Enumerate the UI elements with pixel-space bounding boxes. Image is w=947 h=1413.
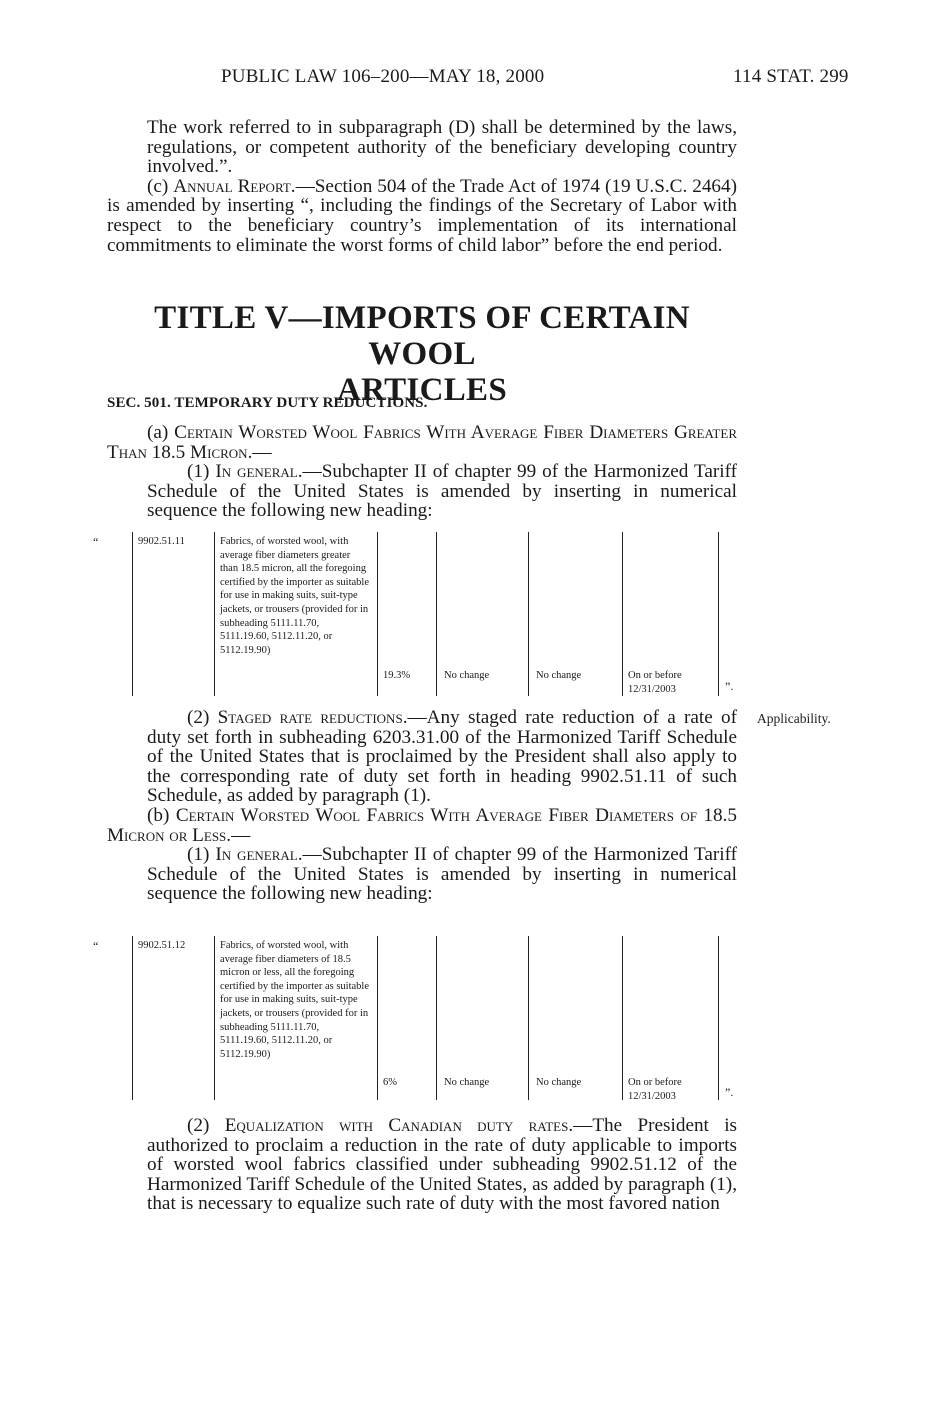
paragraph-text: .—Subchapter II of chapter 99 of the Harmonized Tariff Schedule of the United States is amended by inserting in numerical sequence the following new heading: [147, 461, 737, 522]
title-line-2: ARTICLES [337, 372, 507, 408]
subsection-b-paragraph-2-block [107, 1116, 737, 1214]
title-line-1: TITLE V—IMPORTS OF CERTAIN WOOL [154, 300, 690, 372]
subsection-c-heading: Annual Report [173, 175, 291, 197]
paragraph-text: .—Any staged rate reduction of a rate of duty set forth in subheading 6203.31.00 of the Harmonized Tariff Schedule of the United States that is proclaimed by the President shall also apply to the corresponding rate of duty set forth in heading 9902.51.11 of such Schedule, as added by paragraph (1). [147, 707, 738, 807]
paragraph-label: (2) [187, 1115, 225, 1136]
tariff-article-description: Fabrics, of worsted wool, with average fiber diameters of 18.5 micron or less, all the foregoing certified by the importer as suitable for use in making suits, suit-type jackets, or trousers (provided for in subheading 5111.11.70, 5111.19.60, 5112.11.20, or 5112.19.90) [220, 940, 369, 1060]
tariff-article-description: Fabrics, of worsted wool, with average fiber diameters greater than 18.5 micron, all the foregoing certified by the importer as suitable for use in making suits, suit-type jackets, or trousers (provided for in subheading 5111.11.70, 5111.19.60, 5112.11.20, or 5112.19.90) [220, 536, 369, 656]
tariff-rate: 19.3% [383, 670, 411, 681]
subsection-c-paragraph [107, 177, 737, 255]
title-heading [107, 300, 737, 408]
table-rule [436, 936, 437, 1100]
table-rule [436, 532, 437, 696]
table-rule [528, 936, 529, 1100]
tariff-table-a [93, 532, 747, 696]
tariff-general-column: No change [444, 1077, 490, 1088]
tariff-rate: 6% [383, 1077, 397, 1088]
running-header [0, 66, 947, 94]
table-rule [214, 936, 215, 1100]
opening-quote: “ [93, 939, 99, 953]
intro-block [107, 118, 737, 255]
paragraph-label: (1) [187, 844, 216, 866]
table-rule [718, 936, 719, 1100]
paragraph-heading: Staged rate reductions [217, 707, 403, 728]
paragraph-text: .—Subchapter II of chapter 99 of the Harmonized Tariff Schedule of the United States is amended by inserting in numerical sequence the following new heading: [147, 844, 737, 905]
table-rule [622, 936, 623, 1100]
paragraph-heading: Equalization with Canadian duty rates [224, 1115, 569, 1136]
subsection-a-paragraph-1 [107, 462, 737, 521]
table-rule [528, 532, 529, 696]
subsection-a-label: (a) [147, 422, 175, 443]
table-rule [377, 936, 378, 1100]
closing-quote: ”. [725, 1085, 734, 1099]
statute-page-number: 114 STAT. 299 [733, 66, 849, 87]
table-rule [214, 532, 215, 696]
tariff-special-column: No change [536, 1077, 582, 1088]
tariff-effective-period: On or before 12/31/2003 [628, 1077, 682, 1102]
closing-quote: ”. [725, 679, 734, 693]
subsection-c-label: (c) [147, 175, 174, 197]
table-rule [132, 936, 133, 1100]
tariff-special-column: No change [536, 670, 582, 681]
table-rule [622, 532, 623, 696]
subsection-b-heading-paragraph [107, 806, 737, 845]
subsection-c-text: .—Section 504 of the Trade Act of 1974 (19 U.S.C. 2464) is amended by inserting “, including the findings of the Secretary of Labor with respect to the beneficiary country’s implementation of its international commitments to eliminate the worst forms of child labor” before the end period. [107, 175, 737, 256]
public-law-citation: PUBLIC LAW 106–200—MAY 18, 2000 [221, 66, 545, 87]
tariff-effective-period: On or before 12/31/2003 [628, 670, 682, 695]
subsection-a-heading-paragraph [107, 423, 737, 462]
table-rule [132, 532, 133, 696]
paragraph-heading: In general [215, 844, 298, 866]
table-rule [718, 532, 719, 696]
paragraph-heading: In general [215, 461, 298, 483]
subsection-a-paragraph-2 [107, 708, 737, 806]
subsection-b-label: (b) [147, 804, 176, 826]
tariff-heading-number: 9902.51.11 [138, 536, 185, 547]
paragraph-label: (1) [187, 461, 216, 483]
opening-quote: “ [93, 535, 99, 549]
subsection-a-heading-end: .— [247, 441, 272, 463]
subsection-a-paragraph-2-block [107, 708, 737, 904]
subsection-b-paragraph-1 [107, 845, 737, 904]
tariff-heading-number: 9902.51.12 [138, 940, 186, 951]
subsection-b-heading: Certain Worsted Wool Fabrics With Average Fiber Diameters of 18.5 Micron or Less [107, 804, 738, 846]
paragraph-text: .—The President is authorized to proclaim a reduction in the rate of duty applicable to imports of worsted wool fabrics classified under subheading 9902.51.12 of the Harmonized Tariff Schedule of the United States, as added by paragraph (1), that is necessary to equalize such rate of duty with the most favored nation [147, 1115, 738, 1215]
subsection-b-paragraph-2 [107, 1116, 737, 1214]
subsection-b-heading-end: .— [226, 824, 251, 846]
subsection-a-block [107, 423, 737, 521]
subsection-a-heading: Certain Worsted Wool Fabrics With Average Fiber Diameters Greater Than 18.5 Micron [107, 422, 737, 463]
paragraph-label: (2) [187, 707, 218, 728]
tariff-general-column: No change [444, 670, 490, 681]
margin-note-applicability: Applicability. [757, 711, 831, 726]
table-rule [377, 532, 378, 696]
section-heading: SEC. 501. TEMPORARY DUTY REDUCTIONS. [107, 395, 428, 411]
continuation-paragraph: The work referred to in subparagraph (D) shall be determined by the laws, regulations, or competent authority of the beneficiary developing country involved.”. [147, 117, 737, 178]
tariff-table-b [93, 936, 747, 1102]
